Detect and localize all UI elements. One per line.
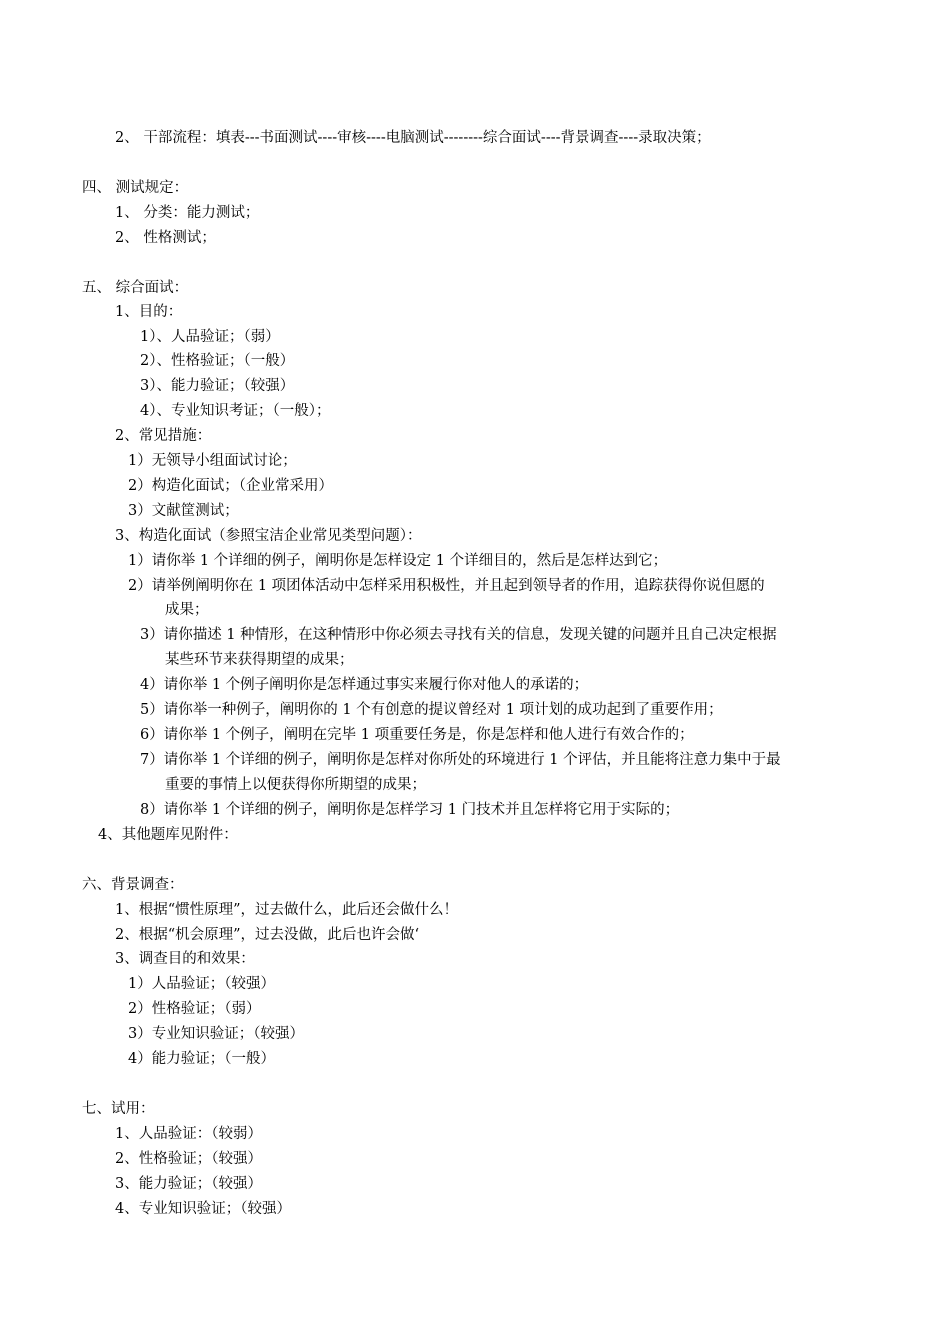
question-item: 6）请你举 1 个例子，阐明在完毕 1 项重要任务是，你是怎样和他人进行有效合作的； xyxy=(140,727,694,743)
list-item: 4、其他题库见附件： xyxy=(98,827,238,843)
question-item: 4）请你举 1 个例子阐明你是怎样通过事实来履行你对他人的承诺的； xyxy=(140,677,589,693)
section-heading-5: 五、 综合面试： xyxy=(82,280,189,296)
list-item: 2）性格验证；（弱） xyxy=(128,1001,261,1017)
question-item-continued: 成果； xyxy=(165,602,209,618)
list-item: 4）能力验证；（一般） xyxy=(128,1051,275,1067)
list-item: 2）、性格验证；（一般） xyxy=(140,353,295,369)
question-item: 5）请你举一种例子，阐明你的 1 个有创意的提议曾经对 1 项计划的成功起到了重要作用； xyxy=(140,702,723,718)
list-item: 2、 性格测试； xyxy=(115,230,216,246)
question-item: 7）请你举 1 个详细的例子，阐明你是怎样对你所处的环境进行 1 个评估，并且能将注意力集中于最 xyxy=(140,752,781,768)
list-item: 2）构造化面试；（企业常采用） xyxy=(128,478,333,494)
section-heading-6: 六、背景调查： xyxy=(82,877,184,893)
list-item: 4）、专业知识考证；（一般）； xyxy=(140,403,331,419)
list-item: 1、目的： xyxy=(115,304,183,320)
section-heading-7: 七、试用： xyxy=(82,1101,155,1117)
list-item: 1、根据“惯性原理”，过去做什么，此后还会做什么！ xyxy=(115,902,459,918)
list-item: 4、专业知识验证；（较强） xyxy=(115,1201,291,1217)
list-item: 3、调查目的和效果： xyxy=(115,951,255,967)
question-item-continued: 重要的事情上以便获得你所期望的成果； xyxy=(165,777,426,793)
list-item: 2、性格验证；（较强） xyxy=(115,1151,262,1167)
list-item: 1、人品验证：（较弱） xyxy=(115,1126,262,1142)
list-item: 1）、人品验证；（弱） xyxy=(140,329,280,345)
question-item: 3）请你描述 1 种情形，在这种情形中你必须去寻找有关的信息，发现关键的问题并且自己决定根据 xyxy=(140,627,777,643)
question-item: 1）请你举 1 个详细的例子，阐明你是怎样设定 1 个详细目的，然后是怎样达到它； xyxy=(128,553,668,569)
list-item: 3、构造化面试（参照宝洁企业常见类型问题）： xyxy=(115,528,422,544)
list-item: 1、 分类：能力测试； xyxy=(115,205,260,221)
list-item: 2、根据“机会原理”，过去没做，此后也许会做‘ xyxy=(115,927,420,943)
list-item: 3）、能力验证；（较强） xyxy=(140,378,295,394)
list-item: 3、能力验证；（较强） xyxy=(115,1176,262,1192)
question-item-continued: 某些环节来获得期望的成果； xyxy=(165,652,354,668)
cadre-process-line: 2、 干部流程：填表---书面测试----审核----电脑测试--------综合面试----背景调查----录取决策； xyxy=(115,130,711,146)
list-item: 1）无领导小组面试讨论； xyxy=(128,453,297,469)
question-item: 2）请举例阐明你在 1 项团体活动中怎样采用积极性，并且起到领导者的作用，追踪获得你说但愿的 xyxy=(128,578,765,594)
list-item: 3）文献筐测试； xyxy=(128,503,239,519)
section-heading-4: 四、 测试规定： xyxy=(82,180,189,196)
question-item: 8）请你举 1 个详细的例子，阐明你是怎样学习 1 门技术并且怎样将它用于实际的； xyxy=(140,802,680,818)
list-item: 2、常见措施： xyxy=(115,428,212,444)
list-item: 3）专业知识验证；（较强） xyxy=(128,1026,304,1042)
list-item: 1）人品验证；（较强） xyxy=(128,976,275,992)
